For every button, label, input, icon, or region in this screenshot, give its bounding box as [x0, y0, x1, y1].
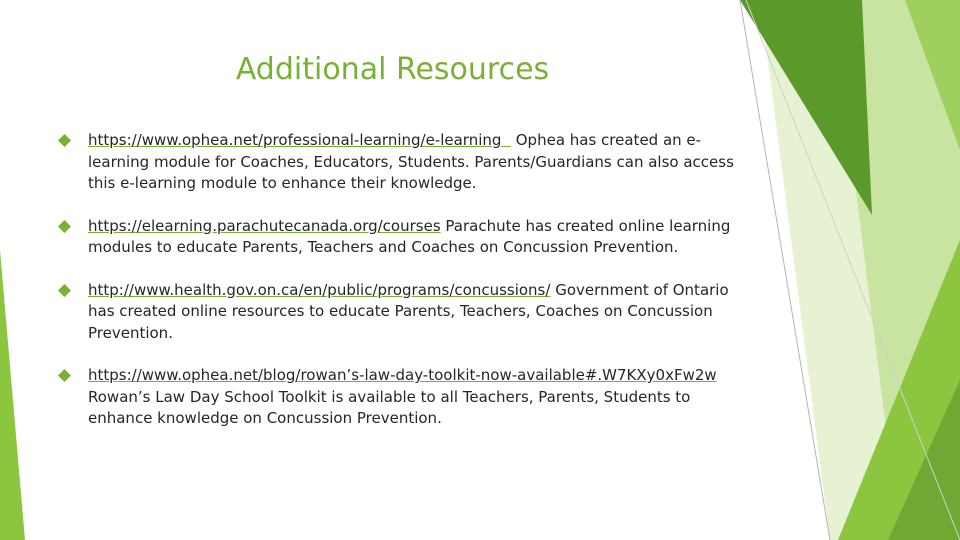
list-item [58, 280, 738, 345]
resource-description: Parachute has created online learning modules to educate Parents, Teachers and Coaches on Concussion Prevention. [88, 216, 731, 256]
resource-description: Government of Ontario has created online resources to educate Parents, Teachers, Coaches on Concussion Prevention. [88, 280, 729, 342]
diamond-bullet-icon [58, 284, 71, 297]
left-accent-triangle [0, 250, 25, 540]
resource-link[interactable]: https://www.ophea.net/blog/rowan’s-law-day-toolkit-now-available#.W7KXy0xFw2w [88, 366, 717, 384]
resource-link-suffix [501, 131, 511, 149]
resource-description: Ophea has created an e-learning module for Coaches, Educators, Students. Parents/Guardians can also access this e-learning module to enhance their knowledge. [88, 131, 734, 192]
resource-link[interactable]: https://elearning.parachutecanada.org/courses [88, 216, 441, 235]
resource-description: Rowan’s Law Day School Toolkit is available to all Teachers, Parents, Students to enhance knowledge on Concussion Prevention. [88, 387, 691, 427]
diamond-bullet-icon [58, 134, 71, 147]
slide-title: Additional Resources [235, 52, 550, 87]
list-item [58, 365, 738, 430]
diamond-bullet-icon [58, 220, 71, 233]
resource-link[interactable]: http://www.health.gov.on.ca/en/public/programs/concussions/ [88, 280, 551, 299]
resource-link[interactable]: https://www.ophea.net/professional-learning/e-learning [88, 131, 502, 149]
diamond-bullet-icon [58, 369, 71, 382]
list-item [58, 130, 738, 195]
resource-list [58, 130, 738, 451]
list-item [58, 216, 738, 259]
